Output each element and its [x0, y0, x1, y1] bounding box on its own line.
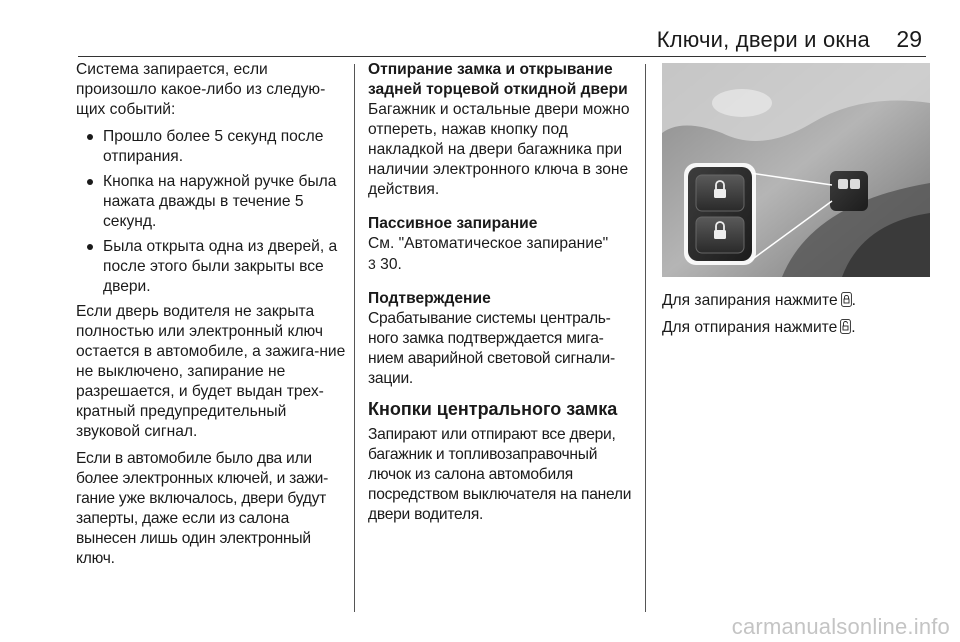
xref-arrow-icon: 3	[368, 256, 376, 272]
paragraph: Если в автомобиле было два или более электронных ключей, и зажи-гание уже включалось, двери будут заперты, даже если из салона вынесен лишь один электронный ключ.	[76, 450, 329, 567]
list-item: Кнопка на наружной ручке была нажата дважды в течение 5 секунд.	[76, 172, 346, 232]
unlock-icon	[840, 319, 851, 334]
paragraph: См. "Автоматическое запирание" 3 30.	[368, 235, 609, 273]
header-rule	[78, 56, 926, 57]
bullet-icon	[87, 244, 93, 250]
unlock-instruction: Для отпирания нажмите .	[662, 319, 856, 336]
watermark: carmanualsonline.info	[731, 614, 950, 639]
xref-page: 30.	[380, 256, 402, 273]
section-title: Кнопки центрального замка	[368, 399, 618, 419]
bullet-icon	[87, 134, 93, 140]
column-divider	[645, 64, 646, 612]
section-heading: Пассивное запирание	[368, 215, 538, 232]
intro-text: Система запирается, если произошло какое-либо из следую-щих событий:	[76, 61, 326, 118]
paragraph: Если дверь водителя не закрыта полностью или электронный ключ остается в автомобиле, а зажига-ние не выключено, запирание не разрешается, и будет выдан трех-кратный предупредительный звуковой сигнал.	[76, 303, 346, 440]
column-middle	[368, 60, 636, 532]
conditions-list	[76, 127, 346, 297]
list-item: Прошло более 5 секунд после отпирания.	[76, 127, 346, 167]
paragraph: Запирают или отпирают все двери, багажник и топливозаправочный лючок из салона автомобиля посредством выключателя на панели двери водителя.	[368, 426, 632, 523]
column-right	[662, 60, 930, 345]
paragraph: Срабатывание системы централь-ного замка подтверждается мига-нием аварийной световой сигнали-зации.	[368, 310, 615, 387]
page-number: 29	[896, 26, 922, 52]
lock-switch-photo	[662, 63, 930, 277]
lock-instruction: Для запирания нажмите .	[662, 292, 856, 309]
bullet-icon	[87, 179, 93, 185]
column-left	[76, 60, 346, 576]
chapter-title: Ключи, двери и окна	[656, 27, 870, 52]
lock-icon	[841, 292, 852, 307]
section-heading: Подтверждение	[368, 290, 491, 307]
column-divider	[354, 64, 355, 612]
section-heading: Отпирание замка и открывание задней торцевой откидной двери	[368, 61, 628, 98]
list-item: Была открыта одна из дверей, а после этого были закрыты все двери.	[76, 237, 346, 297]
paragraph: Багажник и остальные двери можно отпереть, нажав кнопку под накладкой на двери багажника при наличии электронного ключа в зоне действия.	[368, 101, 630, 198]
